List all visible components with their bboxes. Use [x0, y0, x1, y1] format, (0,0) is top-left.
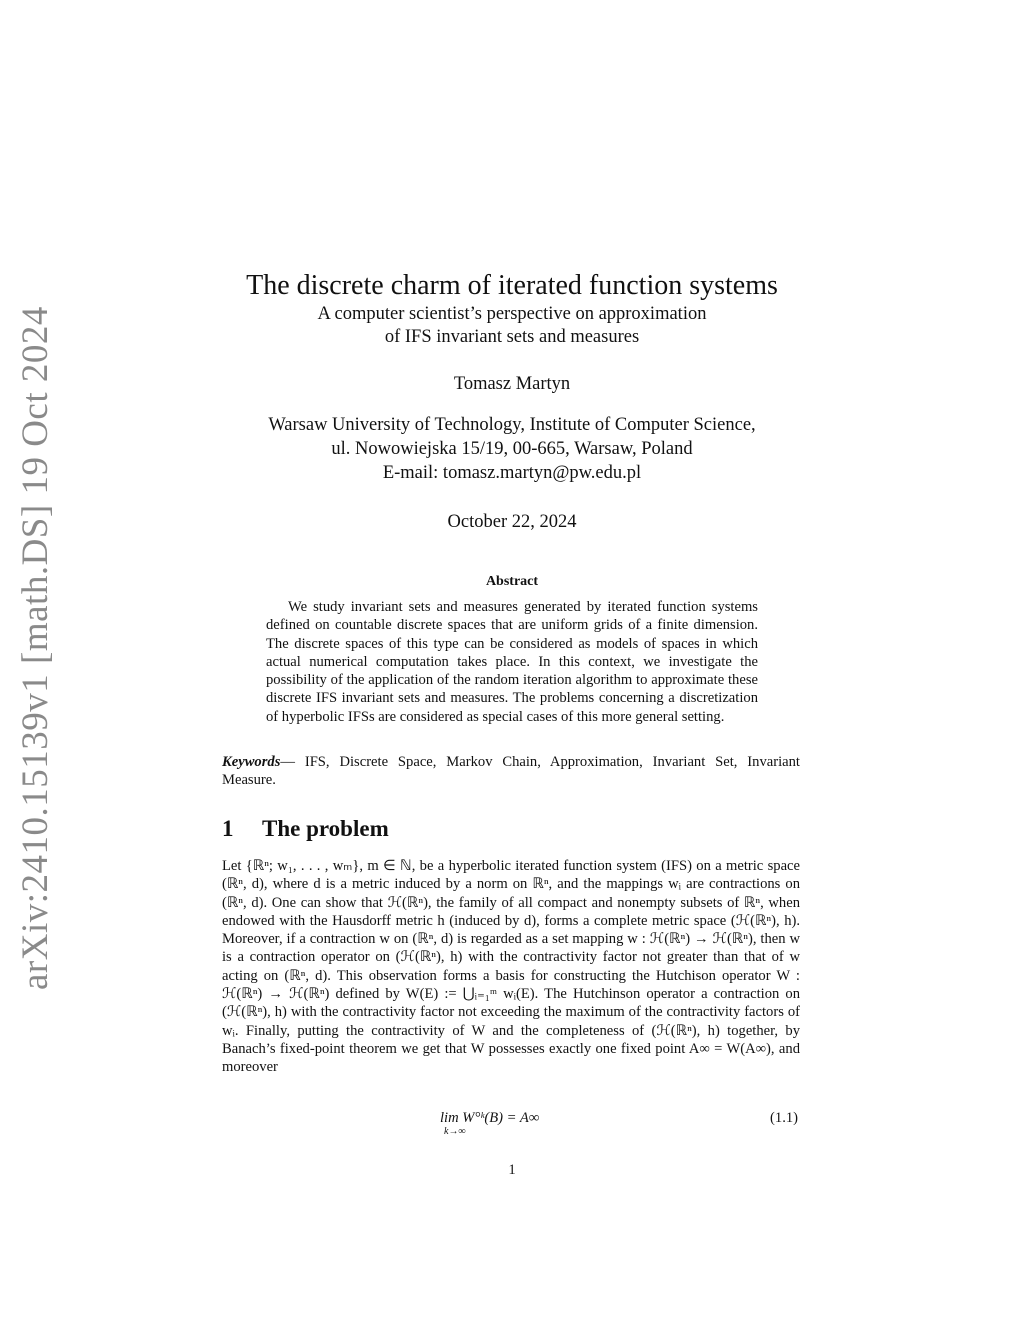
paper-subtitle	[222, 303, 802, 349]
subtitle-line-1: A computer scientist’s perspective on approximation	[317, 304, 707, 324]
section-heading	[222, 816, 389, 842]
keywords-text: — IFS, Discrete Space, Markov Chain, Approximation, Invariant Set, Invariant Measure.	[222, 754, 800, 789]
equation-number: (1.1)	[770, 1110, 798, 1126]
abstract-heading: Abstract	[485, 574, 539, 589]
affiliation-line-1: Warsaw University of Technology, Institute of Computer Science,	[268, 415, 756, 435]
affiliation	[222, 413, 802, 485]
subtitle-line-2: of IFS invariant sets and measures	[384, 327, 640, 347]
paper-title: The discrete charm of iterated function systems	[246, 270, 778, 301]
keywords-label: Keywords	[222, 754, 281, 770]
author-email: E-mail: tomasz.martyn@pw.edu.pl	[382, 463, 642, 483]
affiliation-line-2: ul. Nowowiejska 15/19, 00-665, Warsaw, Poland	[331, 439, 693, 459]
section-number: 1	[222, 816, 234, 841]
arxiv-side-stamp: arXiv:2410.15139v1 [math.DS] 19 Oct 2024	[15, 306, 56, 990]
section-title: The problem	[262, 816, 389, 841]
keywords	[222, 753, 800, 790]
abstract-text: We study invariant sets and measures generated by iterated function systems defined on countable discrete spaces that are uniform grids of a finite dimension. The discrete spaces of this type can be considered as models of spaces in which actual numerical computation takes place. In this context, we investigate the possibility of the application of the random iteration algorithm to approximate these discrete IFS invariant sets and measures. The problems concerning a discretization of hyperbolic IFSs are considered as special cases of this more general setting.	[266, 599, 758, 725]
equation-limit-subscript: k→∞	[444, 1126, 466, 1137]
body-paragraph: Let {ℝⁿ; w₁, . . . , wₘ}, m ∈ ℕ, be a hyperbolic iterated function system (IFS) on a metric space (ℝⁿ, d), where d is a metric induced by a norm on ℝⁿ, and the mappings wᵢ are contractions on (ℝⁿ, d). One can show that ℋ(ℝⁿ), the family of all compact and nonempty subsets of ℝⁿ, when endowed with the Hausdorff metric h (induced by d), forms a complete metric space (ℋ(ℝⁿ), h). Moreover, if a contraction w on (ℝⁿ, d) is regarded as a set mapping w : ℋ(ℝⁿ) → ℋ(ℝⁿ), then w is a contraction operator on (ℋ(ℝⁿ), h) with the contractivity factor not greater than that of w acting on (ℝⁿ, d). This observation forms a basis for constructing the Hutchison operator W : ℋ(ℝⁿ) → ℋ(ℝⁿ) defined by W(E) := ⋃ᵢ₌₁ᵐ wᵢ(E). The Hutchinson operator a contraction on (ℋ(ℝⁿ), h) with the contractivity factor not exceeding the maximum of the contractivity factors of wᵢ. Finally, putting the contractivity of W and the completeness of (ℋ(ℝⁿ), h) together, by Banach’s fixed-point theorem we get that W possesses exactly one fixed point A∞ = W(A∞), and moreover	[222, 858, 800, 1076]
equation-main: lim W°ᵏ(B) = A∞	[440, 1110, 540, 1126]
paper-date: October 22, 2024	[447, 512, 577, 532]
author-name: Tomasz Martyn	[453, 374, 571, 394]
page-number: 1	[508, 1162, 516, 1178]
